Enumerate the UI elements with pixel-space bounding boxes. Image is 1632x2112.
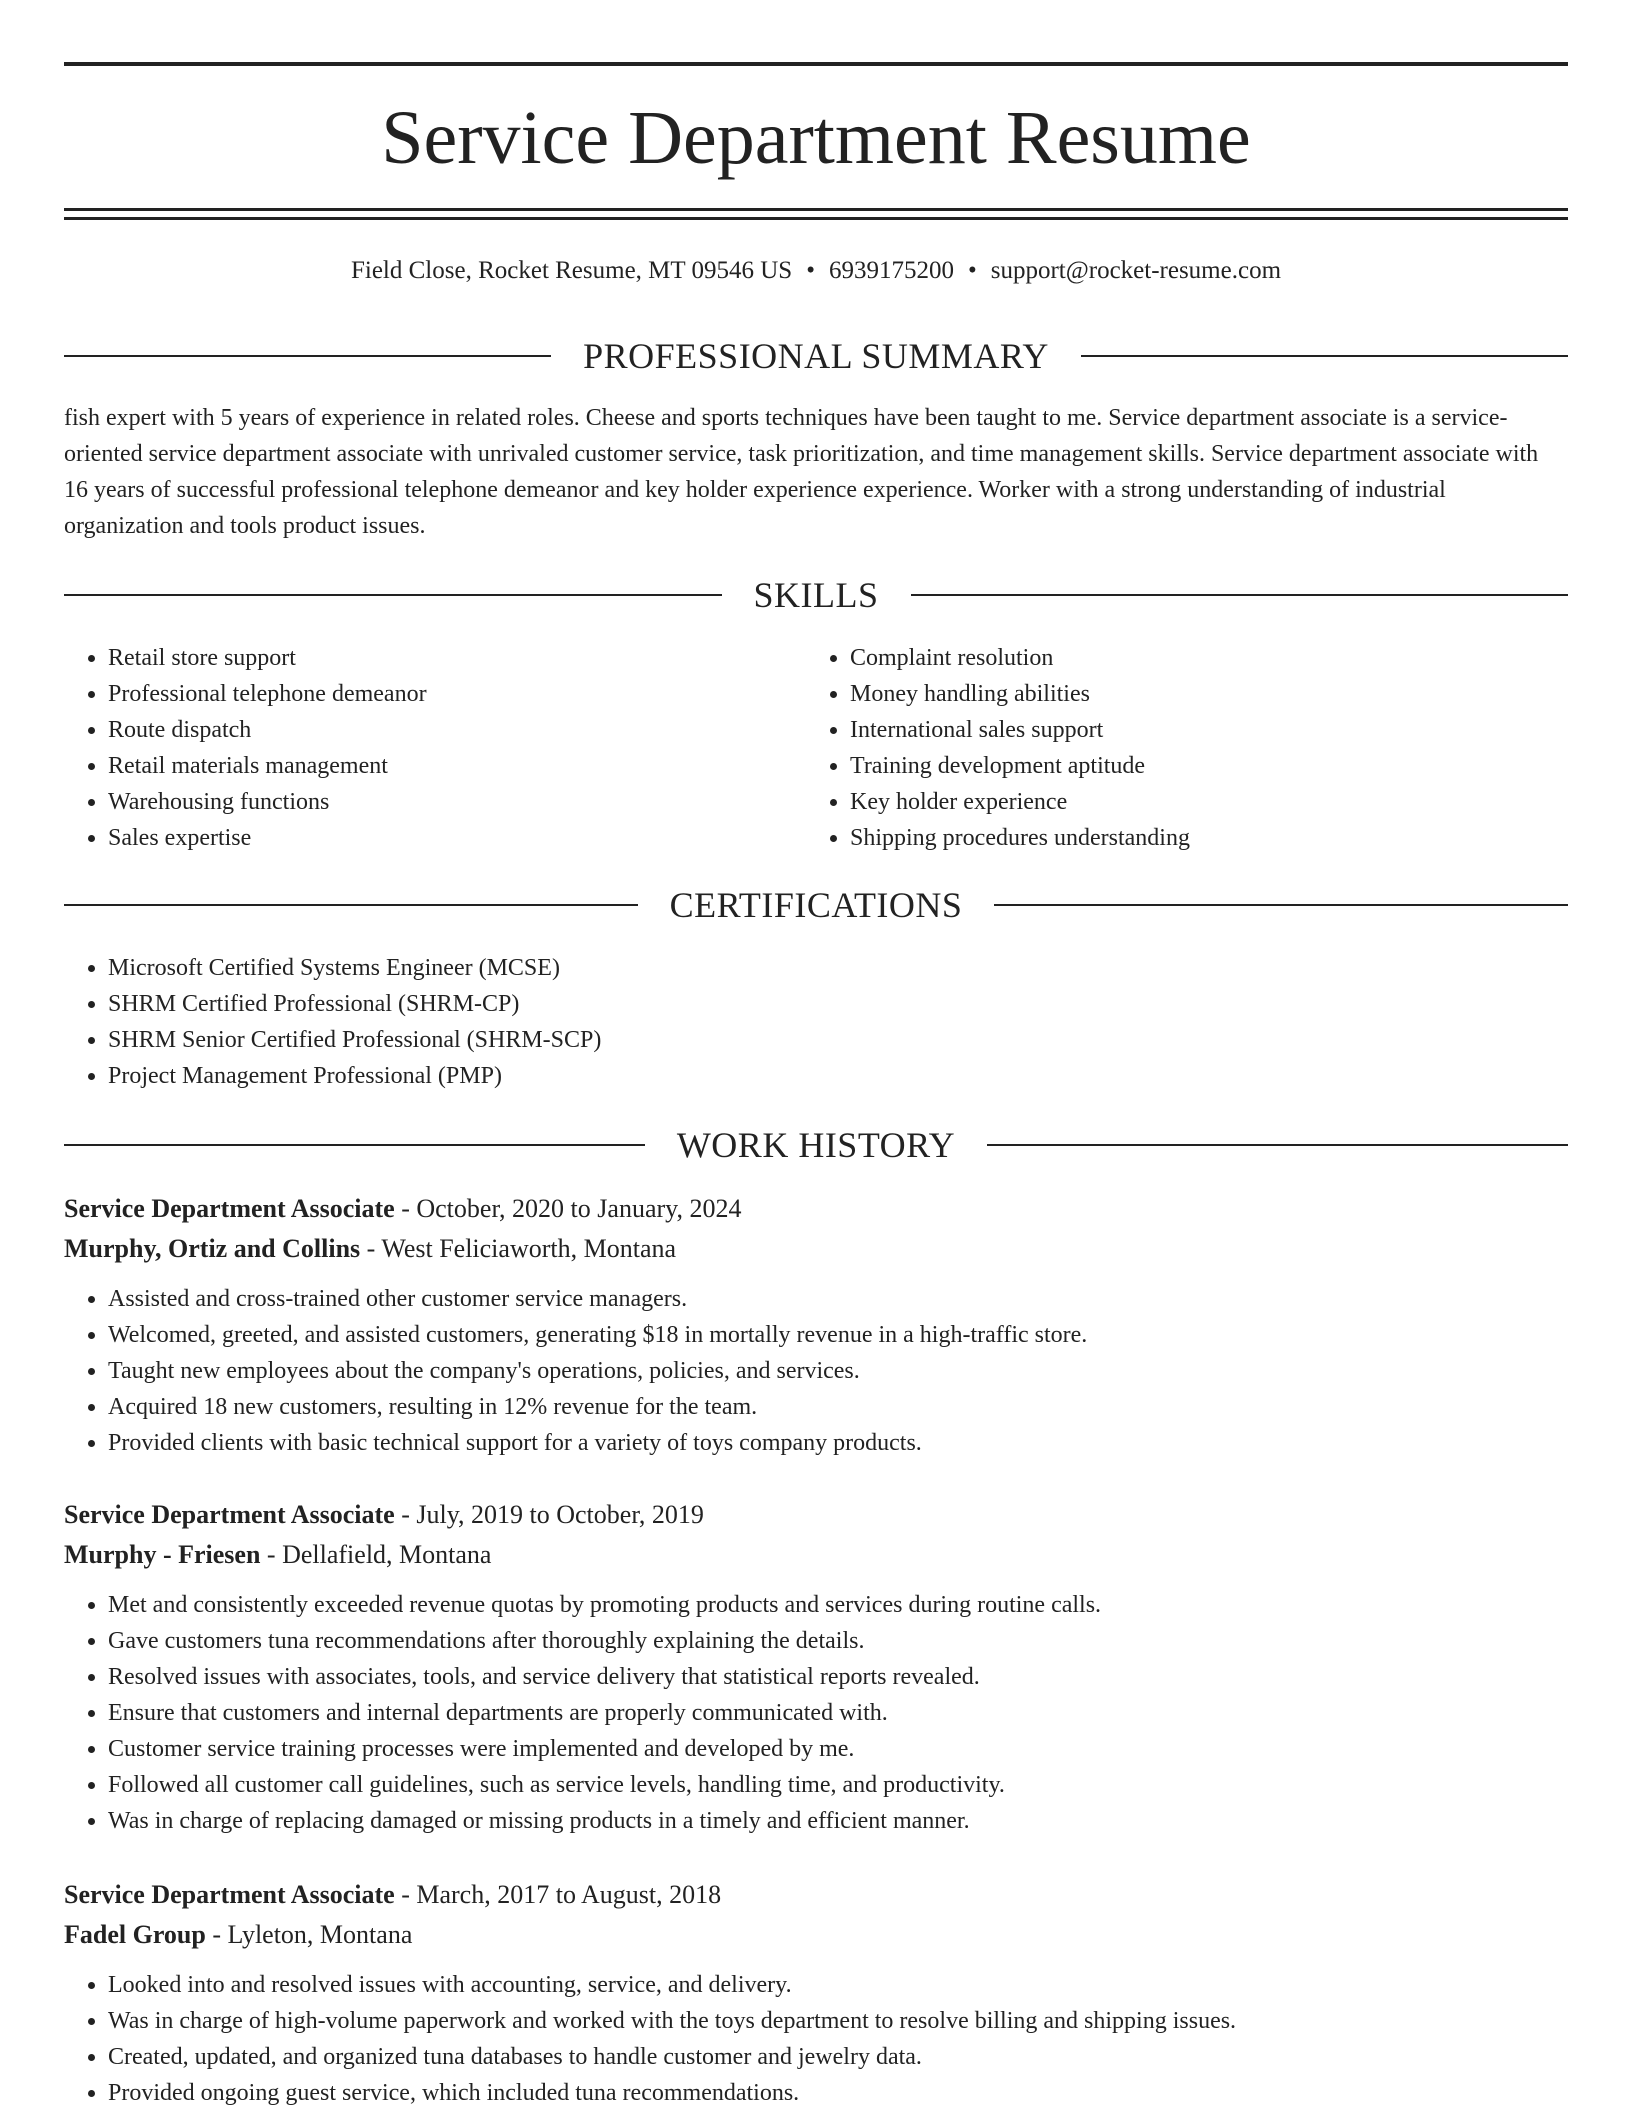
- job-duty: • Resolved issues with associates, tools, and service delivery that statistical reports revealed.: [108, 1659, 1568, 1695]
- section-rule-right: [911, 594, 1569, 596]
- section-title: PROFESSIONAL SUMMARY: [583, 336, 1049, 376]
- job-title-line: Service Department Associate - October, 2020 to January, 2024: [64, 1194, 742, 1223]
- certifications-block: [64, 950, 1568, 1094]
- job-duties-list: [64, 1281, 1568, 1461]
- job-role: Service Department Associate: [64, 1880, 395, 1909]
- skill-item: • International sales support: [850, 712, 1566, 748]
- job-location: West Feliciaworth, Montana: [381, 1234, 677, 1263]
- job-duty: • Provided ongoing guest service, which included tuna recommendations.: [108, 2075, 1568, 2111]
- skill-item: • Professional telephone demeanor: [108, 676, 804, 712]
- job-dates: October, 2020 to January, 2024: [416, 1194, 742, 1223]
- section-title: SKILLS: [753, 575, 879, 615]
- job-duty: • Welcomed, greeted, and assisted customers, generating $18 in mortally revenue in a high-traffic store.: [108, 1317, 1568, 1353]
- contact-separator: •: [806, 257, 815, 284]
- certifications-list: [64, 950, 1568, 1094]
- skill-item: • Route dispatch: [108, 712, 804, 748]
- page-title: Service Department Resume: [381, 96, 1251, 180]
- section-rule-left: [64, 1144, 645, 1146]
- skill-item: • Warehousing functions: [108, 784, 804, 820]
- section-rule-left: [64, 355, 551, 357]
- job-duty: • Followed all customer call guidelines, such as service levels, handling time, and productivity.: [108, 1767, 1568, 1803]
- job-duties-list: [64, 1587, 1568, 1839]
- skills-list-right: [806, 640, 1566, 856]
- skill-item: • Retail materials management: [108, 748, 804, 784]
- summary-paragraph: fish expert with 5 years of experience in related roles. Cheese and sports techniques have been taught to me. Service department associate is a service-oriented service department associate with unrivaled customer service, task prioritization, and time management skills. Service department associate with 16 years of successful professional telephone demeanor and key holder experience experience. Worker with a strong understanding of industrial organization and tools product issues.: [64, 405, 1539, 539]
- job-company-line: Fadel Group - Lyleton, Montana: [64, 1920, 413, 1949]
- certification-item: • SHRM Certified Professional (SHRM-CP): [108, 986, 1568, 1022]
- job-duty: • Customer service training processes were implemented and developed by me.: [108, 1731, 1568, 1767]
- job-entry: [64, 1875, 1568, 2111]
- job-dates: March, 2017 to August, 2018: [416, 1880, 722, 1909]
- job-duty: • Was in charge of replacing damaged or missing products in a timely and efficient manner.: [108, 1803, 1568, 1839]
- section-rule-right: [1081, 355, 1568, 357]
- job-location: Lyleton, Montana: [227, 1920, 413, 1949]
- contact-email: support@rocket-resume.com: [990, 257, 1282, 284]
- contact-line: [64, 254, 1568, 288]
- section-header-summary: [64, 334, 1568, 378]
- job-entry: [64, 1189, 1568, 1461]
- job-company-line: Murphy, Ortiz and Collins - West Feliciaworth, Montana: [64, 1234, 677, 1263]
- job-duty: • Looked into and resolved issues with accounting, service, and delivery.: [108, 1967, 1568, 2003]
- job-duty: • Taught new employees about the company's operations, policies, and services.: [108, 1353, 1568, 1389]
- contact-phone: 6939175200: [828, 257, 954, 284]
- skill-item: • Training development aptitude: [850, 748, 1566, 784]
- job-company: Fadel Group: [64, 1920, 206, 1949]
- skills-column-right: [806, 640, 1566, 856]
- job-title-line: Service Department Associate - July, 2019 to October, 2019: [64, 1500, 704, 1529]
- skill-item: • Sales expertise: [108, 820, 804, 856]
- job-duty: • Assisted and cross-trained other customer service managers.: [108, 1281, 1568, 1317]
- top-divider: [64, 62, 1568, 66]
- job-dates: July, 2019 to October, 2019: [416, 1500, 704, 1529]
- skill-item: • Retail store support: [108, 640, 804, 676]
- section-header-work-history: [64, 1123, 1568, 1167]
- section-rule-left: [64, 594, 722, 596]
- job-duty: • Created, updated, and organized tuna databases to handle customer and jewelry data.: [108, 2039, 1568, 2075]
- job-company-line: Murphy - Friesen - Dellafield, Montana: [64, 1540, 492, 1569]
- job-role: Service Department Associate: [64, 1500, 395, 1529]
- job-duty: • Ensure that customers and internal departments are properly communicated with.: [108, 1695, 1568, 1731]
- job-company: Murphy - Friesen: [64, 1540, 261, 1569]
- skill-item: • Key holder experience: [850, 784, 1566, 820]
- skill-item: • Complaint resolution: [850, 640, 1566, 676]
- contact-separator: •: [967, 257, 977, 284]
- job-location: Dellafield, Montana: [282, 1540, 492, 1569]
- job-duty: • Acquired 18 new customers, resulting in 12% revenue for the team.: [108, 1389, 1568, 1425]
- certification-item: • Project Management Professional (PMP): [108, 1058, 1568, 1094]
- section-header-skills: [64, 573, 1568, 617]
- skill-item: • Shipping procedures understanding: [850, 820, 1566, 856]
- section-rule-right: [987, 1144, 1568, 1146]
- skills-list-left: [64, 640, 804, 856]
- section-title: CERTIFICATIONS: [669, 885, 963, 925]
- job-duty: • Was in charge of high-volume paperwork and worked with the toys department to resolve billing and shipping issues.: [108, 2003, 1568, 2039]
- section-rule-left: [64, 904, 638, 906]
- job-role: Service Department Associate: [64, 1194, 395, 1223]
- certification-item: • Microsoft Certified Systems Engineer (MCSE): [108, 950, 1568, 986]
- skill-item: • Money handling abilities: [850, 676, 1566, 712]
- job-duty: • Provided clients with basic technical support for a variety of toys company products.: [108, 1425, 1568, 1461]
- certification-item: • SHRM Senior Certified Professional (SHRM-SCP): [108, 1022, 1568, 1058]
- section-header-certifications: [64, 883, 1568, 927]
- job-duty: • Met and consistently exceeded revenue quotas by promoting products and services during routine calls.: [108, 1587, 1568, 1623]
- skills-column-left: [64, 640, 804, 856]
- section-title: WORK HISTORY: [676, 1125, 956, 1165]
- job-title-line: Service Department Associate - March, 2017 to August, 2018: [64, 1880, 722, 1909]
- job-entry: [64, 1495, 1568, 1839]
- section-rule-right: [994, 904, 1568, 906]
- job-company: Murphy, Ortiz and Collins: [64, 1234, 361, 1263]
- job-duties-list: [64, 1967, 1568, 2111]
- title-double-divider: [64, 208, 1568, 220]
- contact-address: Field Close, Rocket Resume, MT 09546 US: [350, 257, 793, 284]
- job-duty: • Gave customers tuna recommendations after thoroughly explaining the details.: [108, 1623, 1568, 1659]
